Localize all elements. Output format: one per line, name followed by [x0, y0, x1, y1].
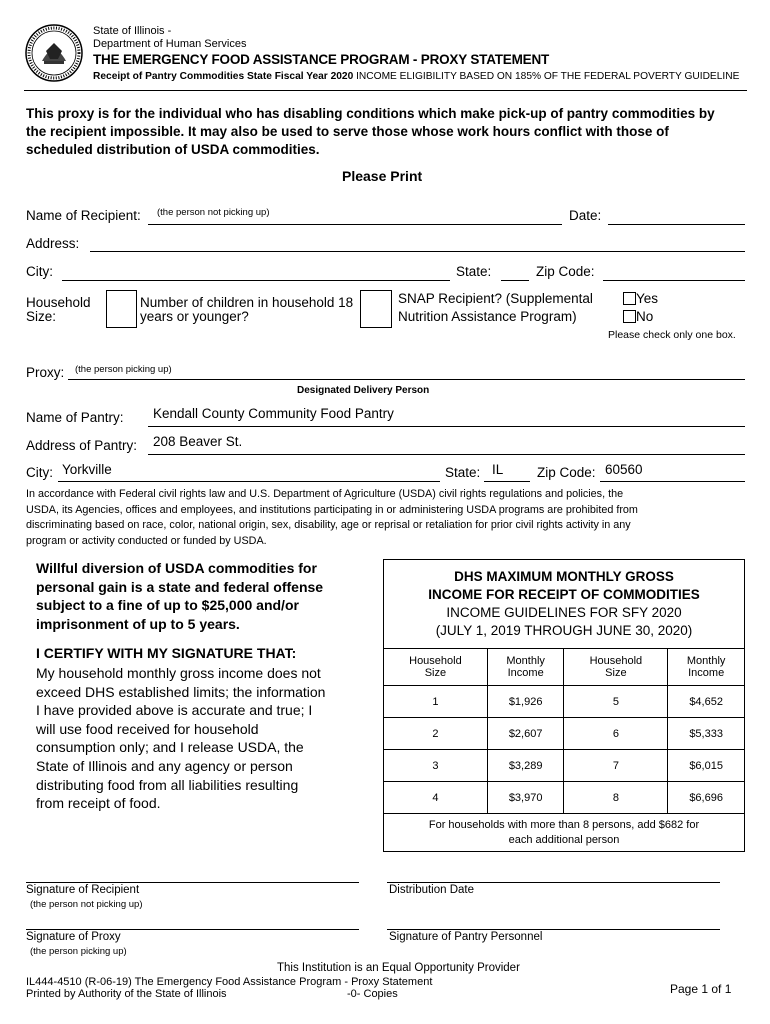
- recipient-name-field[interactable]: [148, 224, 562, 225]
- header-rule: [24, 90, 747, 91]
- income-title-2: INCOME FOR RECEIPT OF COMMODITIES: [428, 587, 700, 602]
- table-cell: 7: [564, 750, 668, 782]
- table-cell: 2: [384, 718, 488, 750]
- household-size-box[interactable]: [106, 290, 137, 328]
- pantry-address-label: Address of Pantry:: [26, 438, 138, 453]
- table-row: [384, 718, 745, 750]
- pantry-address-field[interactable]: [148, 454, 745, 455]
- warning-line-2: personal gain is a state and federal offense: [36, 578, 324, 595]
- page-number: Page 1 of 1: [670, 982, 732, 996]
- certify-line-5: consumption only; and I release USDA, the: [36, 739, 304, 756]
- snap-no-option[interactable]: [623, 309, 653, 324]
- civil-rights-line-4: program or activity conducted or funded by USDA.: [26, 534, 267, 547]
- children-label-1: Number of children in household 18: [140, 295, 354, 310]
- snap-label-1: SNAP Recipient? (Supplemental: [398, 291, 593, 306]
- intro-line-1: This proxy is for the individual who has disabling conditions which make pick-up of pantry commodities by: [26, 106, 715, 121]
- warning-block: [36, 559, 323, 633]
- income-guidelines-table: [383, 648, 745, 852]
- subtitle-bold: Receipt of Pantry Commodities State Fiscal Year 2020: [93, 71, 354, 82]
- household-size-label-2: Size:: [26, 309, 57, 324]
- certify-line-7: distributing food from all liabilities resulting: [36, 776, 299, 793]
- form-subtitle: [93, 71, 739, 82]
- civil-rights-line-1: In accordance with Federal civil rights law and U.S. Department of Agriculture (USDA) civil rights regulations and policies, the: [26, 488, 624, 500]
- certify-text: [36, 664, 325, 813]
- pantry-state-label: State:: [445, 465, 481, 480]
- column-header: Monthly Income: [668, 649, 745, 686]
- recipient-signature-hint: (the person not picking up): [30, 899, 143, 910]
- distribution-date-label: Distribution Date: [389, 884, 475, 896]
- proxy-signature-line[interactable]: [26, 929, 359, 930]
- recipient-signature-line[interactable]: [26, 882, 359, 883]
- table-cell: $6,696: [668, 782, 745, 814]
- table-cell: $3,289: [487, 750, 564, 782]
- city-label: City:: [26, 264, 53, 279]
- table-row: [384, 686, 745, 718]
- table-cell: $5,333: [668, 718, 745, 750]
- income-title-1: DHS MAXIMUM MONTHLY GROSS: [454, 569, 674, 584]
- pantry-city-value: Yorkville: [62, 462, 112, 477]
- pantry-personnel-signature-label: Signature of Pantry Personnel: [389, 931, 543, 943]
- no-checkbox[interactable]: [623, 310, 636, 323]
- warning-line-4: imprisonment of up to 5 years.: [36, 615, 240, 632]
- certify-line-8: from receipt of food.: [36, 795, 161, 812]
- snap-yes-option[interactable]: [623, 291, 658, 306]
- warning-line-1: Willful diversion of USDA commodities for: [36, 560, 317, 576]
- designated-delivery-label: Designated Delivery Person: [297, 385, 430, 396]
- agency-line-2: Department of Human Services: [93, 38, 247, 50]
- civil-rights-line-2: USDA, its Agencies, offices and employees, and institutions participating in or administering USDA programs are prohibited from: [26, 503, 638, 516]
- pantry-personnel-signature-line[interactable]: [387, 929, 720, 930]
- equal-opportunity-statement: This Institution is an Equal Opportunity Provider: [277, 962, 520, 974]
- table-row: [384, 750, 745, 782]
- state-field[interactable]: [501, 280, 529, 281]
- column-header: Household Size: [564, 649, 668, 686]
- children-count-box[interactable]: [360, 290, 392, 328]
- snap-label-2: Nutrition Assistance Program): [398, 309, 577, 324]
- printed-by: Printed by Authority of the State of Illinois: [26, 988, 227, 1000]
- column-header: Monthly Income: [487, 649, 564, 686]
- civil-rights-statement: [26, 487, 638, 549]
- pantry-name-field[interactable]: [148, 426, 745, 427]
- yes-checkbox[interactable]: [623, 292, 636, 305]
- proxy-signature-hint: (the person picking up): [30, 946, 127, 957]
- warning-line-3: subject to a fine of up to $25,000 and/or: [36, 597, 299, 613]
- table-footnote-row: [384, 814, 745, 852]
- pantry-state-value: IL: [492, 462, 504, 477]
- table-cell: $4,652: [668, 686, 745, 718]
- household-size-label-1: Household: [26, 295, 91, 310]
- illinois-state-seal: [24, 23, 84, 83]
- certify-heading: I CERTIFY WITH MY SIGNATURE THAT:: [36, 645, 297, 661]
- check-one-note: Please check only one box.: [608, 329, 736, 341]
- recipient-signature-label: Signature of Recipient: [26, 884, 140, 896]
- zip-label: Zip Code:: [536, 264, 595, 279]
- form-title: THE EMERGENCY FOOD ASSISTANCE PROGRAM - PROXY STATEMENT: [93, 52, 550, 67]
- table-cell: 3: [384, 750, 488, 782]
- state-label: State:: [456, 264, 492, 279]
- table-cell: $3,970: [487, 782, 564, 814]
- agency-line-1: State of Illinois -: [93, 25, 172, 37]
- proxy-field[interactable]: [68, 379, 745, 380]
- address-label: Address:: [26, 236, 80, 251]
- certify-line-3: I have provided above is accurate and true; I: [36, 702, 313, 719]
- income-table-title-box: [383, 559, 745, 649]
- table-cell: 1: [384, 686, 488, 718]
- proxy-signature-label: Signature of Proxy: [26, 931, 121, 943]
- pantry-zip-value: 60560: [605, 462, 643, 477]
- certify-line-1: My household monthly gross income does not: [36, 665, 321, 681]
- recipient-name-label: Name of Recipient:: [26, 208, 141, 223]
- date-field[interactable]: [608, 224, 745, 225]
- subtitle-rest: INCOME ELIGIBILITY BASED ON 185% OF THE FEDERAL POVERTY GUIDELINE: [353, 71, 740, 82]
- pantry-name-value: Kendall County Community Food Pantry: [153, 406, 394, 421]
- certify-line-4: will use food received for household: [36, 720, 259, 737]
- pantry-zip-label: Zip Code:: [537, 465, 596, 480]
- table-cell: 5: [564, 686, 668, 718]
- pantry-city-field[interactable]: [58, 481, 440, 482]
- pantry-address-value: 208 Beaver St.: [153, 434, 243, 449]
- pantry-name-label: Name of Pantry:: [26, 410, 124, 425]
- children-label-2: years or younger?: [140, 309, 249, 324]
- certify-line-2: exceed DHS established limits; the information: [36, 683, 326, 700]
- civil-rights-line-3: discriminating based on race, color, national origin, sex, disability, age or reprisal or retaliation for prior civil rights activity in any: [26, 519, 631, 531]
- copies: -0- Copies: [347, 988, 398, 1000]
- table-cell: 4: [384, 782, 488, 814]
- zip-field[interactable]: [603, 280, 745, 281]
- recipient-name-hint: (the person not picking up): [157, 207, 270, 218]
- table-header-row: [384, 649, 745, 686]
- address-field[interactable]: [90, 251, 745, 252]
- no-label: No: [636, 309, 654, 324]
- table-footnote: For households with more than 8 persons, add $682 for each additional person: [384, 814, 745, 852]
- table-cell: 6: [564, 718, 668, 750]
- column-header: Household Size: [384, 649, 488, 686]
- pantry-zip-field[interactable]: [600, 481, 745, 482]
- date-label: Date:: [569, 208, 602, 223]
- please-print: Please Print: [342, 168, 423, 184]
- income-title-3: INCOME GUIDELINES FOR SFY 2020: [446, 605, 682, 620]
- table-cell: 8: [564, 782, 668, 814]
- pantry-state-field[interactable]: [484, 481, 530, 482]
- income-title-4: (JULY 1, 2019 THROUGH JUNE 30, 2020): [435, 623, 693, 638]
- proxy-hint: (the person picking up): [75, 364, 172, 375]
- table-cell: $6,015: [668, 750, 745, 782]
- certify-line-6: State of Illinois and any agency or person: [36, 757, 293, 774]
- city-field[interactable]: [62, 280, 450, 281]
- table-cell: $2,607: [487, 718, 564, 750]
- distribution-date-line[interactable]: [387, 882, 720, 883]
- intro-line-2: the recipient impossible. It may also be used to serve those whose work hours conflict with those of: [26, 124, 669, 139]
- form-id: IL444-4510 (R-06-19) The Emergency Food Assistance Program - Proxy Statement: [26, 976, 433, 988]
- intro-line-3: scheduled distribution of USDA commodities.: [26, 142, 320, 157]
- pantry-city-label: City:: [26, 465, 53, 480]
- table-row: [384, 782, 745, 814]
- yes-label: Yes: [636, 291, 659, 306]
- proxy-label: Proxy:: [26, 365, 65, 380]
- table-cell: $1,926: [487, 686, 564, 718]
